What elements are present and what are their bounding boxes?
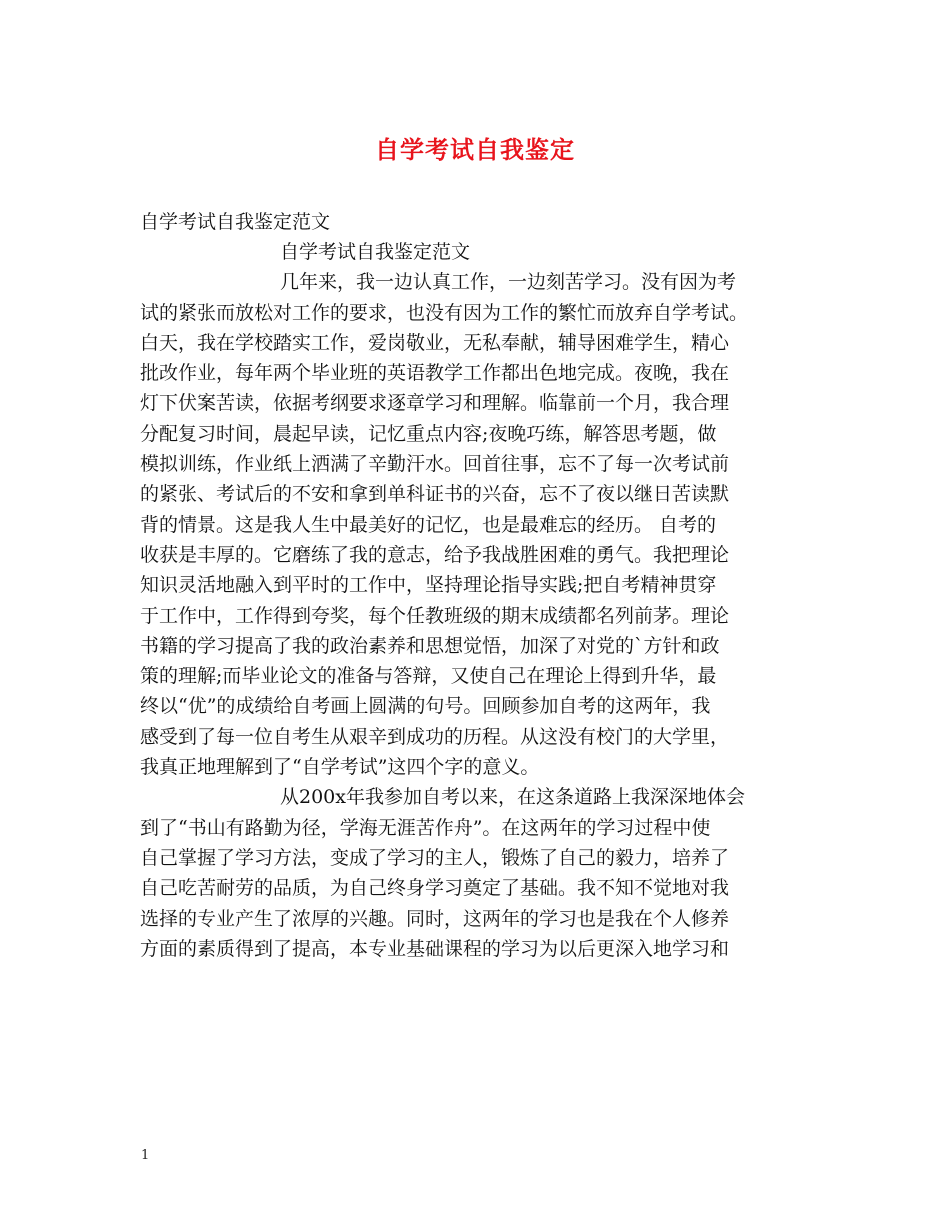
body-line: 的紧张、考试后的不安和拿到单科证书的兴奋，忘不了夜以继日苦读默 [140,483,730,506]
body-line: 感受到了每一位自考生从艰辛到成功的历程。从这没有校门的大学里， [140,725,730,748]
body-line: 背的情景。这是我人生中最美好的记忆，也是最难忘的经历。 自考的 [140,513,717,536]
document-subtitle: 自学考试自我鉴定范文 [140,211,331,233]
body-line: 灯下伏案苦读，依据考纲要求逐章学习和理解。临靠前一个月，我合理 [140,392,730,415]
body-line: 知识灵活地融入到平时的工作中，坚持理论指导实践;把自考精神贯穿 [140,574,717,597]
body-line: 自己掌握了学习方法，变成了学习的主人，锻炼了自己的毅力，培养了 [140,846,730,869]
body-line: 几年来，我一边认真工作，一边刻苦学习。没有因为考 [280,271,737,294]
body-line: 到了“书山有路勤为径，学海无涯苦作舟”。在这两年的学习过程中使 [140,816,711,839]
body-line: 白天，我在学校踏实工作，爱岗敬业，无私奉献，辅导困难学生，精心 [140,331,730,354]
body-line: 模拟训练，作业纸上洒满了辛勤汗水。回首往事，忘不了每一次考试前 [140,453,730,476]
body-line: 于工作中，工作得到夸奖，每个任教班级的期末成绩都名列前茅。理论 [140,604,730,627]
body-line: 策的理解;而毕业论文的准备与答辩，又使自己在理论上得到升华，最 [140,665,717,688]
body-line: 自己吃苦耐劳的品质，为自己终身学习奠定了基础。我不知不觉地对我 [140,877,730,900]
body-line: 收获是丰厚的。它磨练了我的意志，给予我战胜困难的勇气。我把理论 [140,543,730,566]
body-line: 试的紧张而放松对工作的要求，也没有因为工作的繁忙而放弃自学考试。 [140,301,749,324]
document-title: 自学考试自我鉴定 [375,135,575,164]
body-line: 自学考试自我鉴定范文 [280,241,471,263]
body-line: 选择的专业产生了浓厚的兴趣。同时，这两年的学习也是我在个人修养 [140,907,730,930]
document-body [140,237,830,964]
body-line: 分配复习时间，晨起早读，记忆重点内容;夜晚巧练，解答思考题，做 [140,422,717,445]
body-line: 从200x年我参加自考以来，在这条道路上我深深地体会 [280,786,745,809]
body-line: 我真正地理解到了“自学考试”这四个字的意义。 [140,756,540,779]
body-line: 批改作业，每年两个毕业班的英语教学工作都出色地完成。夜晚，我在 [140,362,730,385]
body-line: 书籍的学习提高了我的政治素养和思想觉悟，加深了对党的`方针和政 [140,634,720,657]
body-line: 方面的素质得到了提高，本专业基础课程的学习为以后更深入地学习和 [140,937,730,960]
body-line: 终以“优”的成绩给自考画上圆满的句号。回顾参加自考的这两年，我 [140,695,711,718]
page-number: 1 [141,1148,150,1163]
